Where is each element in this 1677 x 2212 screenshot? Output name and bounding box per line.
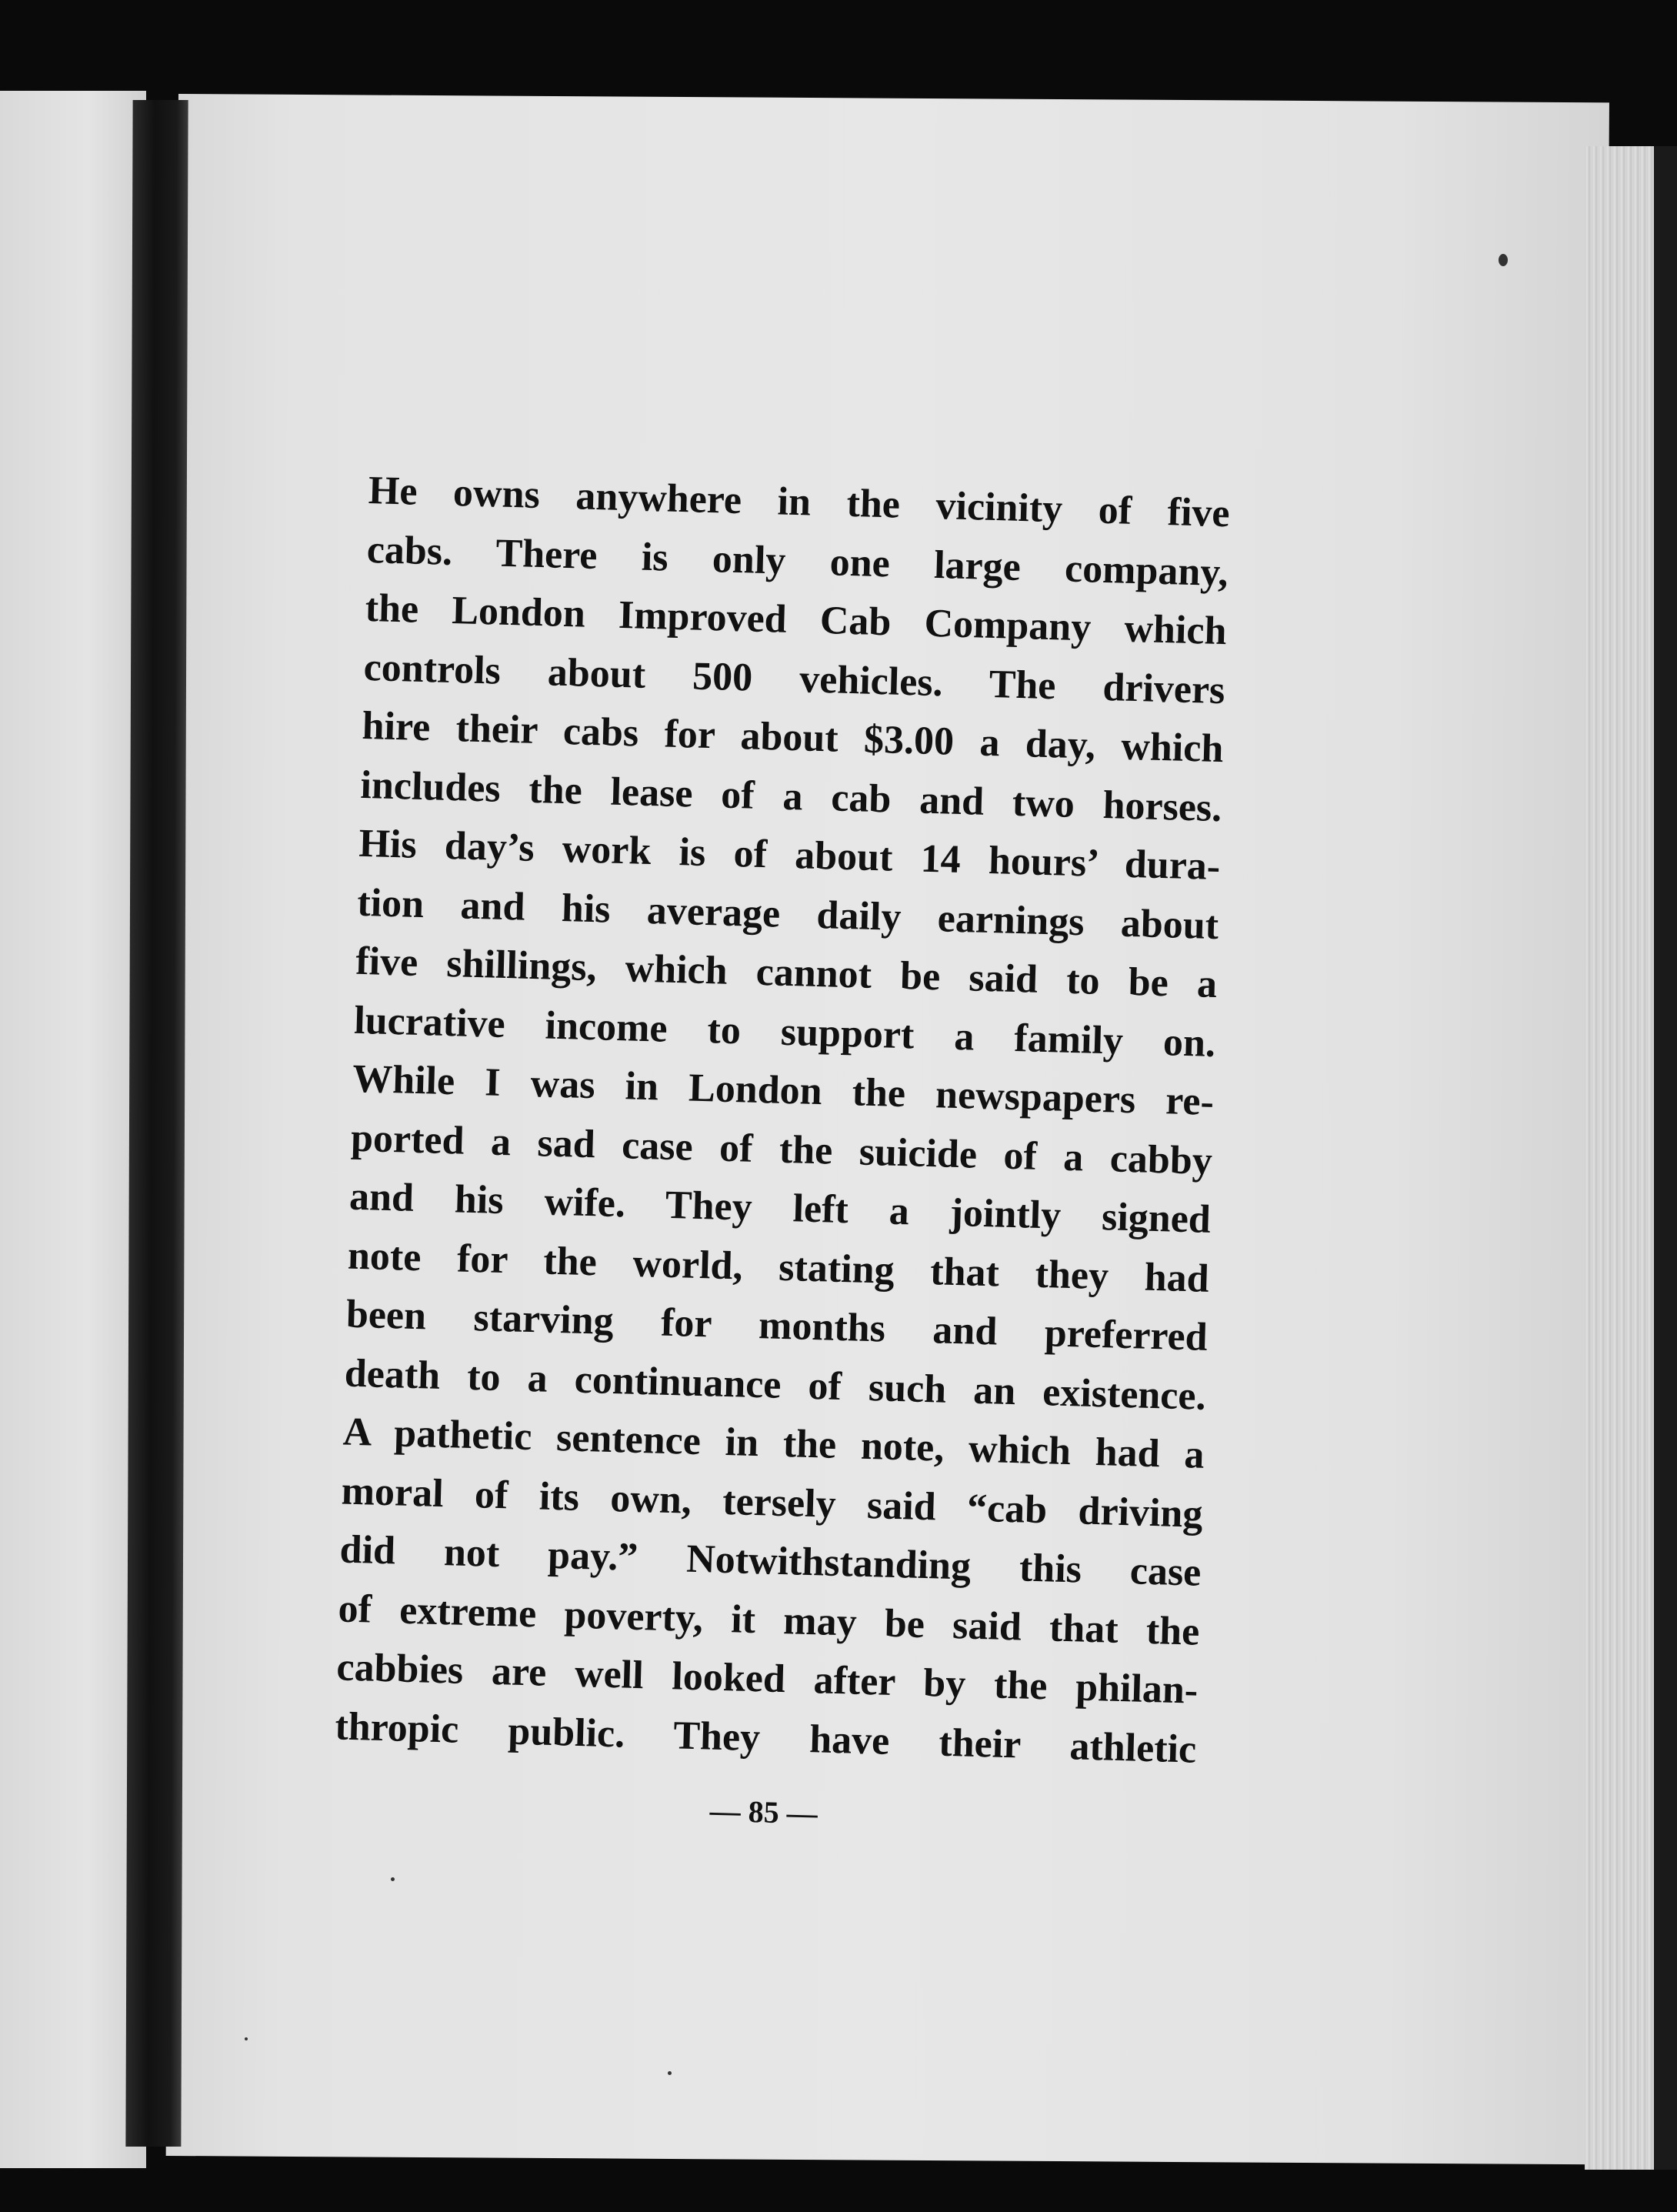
dust-speck <box>668 2071 672 2075</box>
text-line: ported a sad case of the suicide of a cabby <box>350 1116 1213 1183</box>
dust-speck <box>245 2037 248 2040</box>
text-line: been starving for months and preferred <box>345 1292 1209 1360</box>
text-line: He owns anywhere in the vicinity of five <box>368 468 1231 536</box>
text-line: of extreme poverty, it may be said that the <box>337 1586 1201 1654</box>
text-line: controls about 500 vehicles. The drivers <box>363 645 1226 712</box>
text-line: A pathetic sentence in the note, which had a <box>342 1410 1205 1477</box>
text-line: While I was in London the newspapers re- <box>352 1056 1215 1124</box>
dust-speck <box>1499 254 1508 266</box>
text-line: moral of its own, tersely said “cab driving <box>341 1469 1204 1536</box>
text-line: note for the world, stating that they had <box>347 1233 1210 1301</box>
text-line: hire their cabs for about $3.00 a day, which <box>361 703 1225 772</box>
book-gutter <box>125 100 188 2147</box>
previous-page-edge <box>0 91 146 2168</box>
text-line: cabbies are well looked after by the philan- <box>335 1645 1199 1713</box>
page-stack-shadow <box>1654 146 1677 2170</box>
text-line: His day’s work is of about 14 hours’ dura- <box>358 821 1221 889</box>
text-line: five shillings, which cannot be said to be a <box>355 939 1218 1007</box>
page-number: — 85 — <box>709 1793 818 1831</box>
text-line: tion and his average daily earnings about <box>356 880 1219 948</box>
page-stack-edge <box>1585 146 1662 2170</box>
text-line: cabs. There is only one large company, <box>366 527 1229 595</box>
text-line: the London Improved Cab Company which <box>365 586 1228 654</box>
text-line: thropic public. They have their athletic <box>334 1703 1197 1772</box>
text-line: lucrative income to support a family on. <box>353 998 1216 1066</box>
page-text-block <box>332 462 1231 1853</box>
text-line: and his wife. They left a jointly signed <box>348 1174 1212 1242</box>
text-line: death to a continuance of such an existence. <box>344 1351 1207 1419</box>
text-line: includes the lease of a cab and two horses. <box>359 762 1223 830</box>
dust-speck <box>391 1877 395 1881</box>
text-line: did not pay.” Notwithstanding this case <box>338 1527 1202 1595</box>
